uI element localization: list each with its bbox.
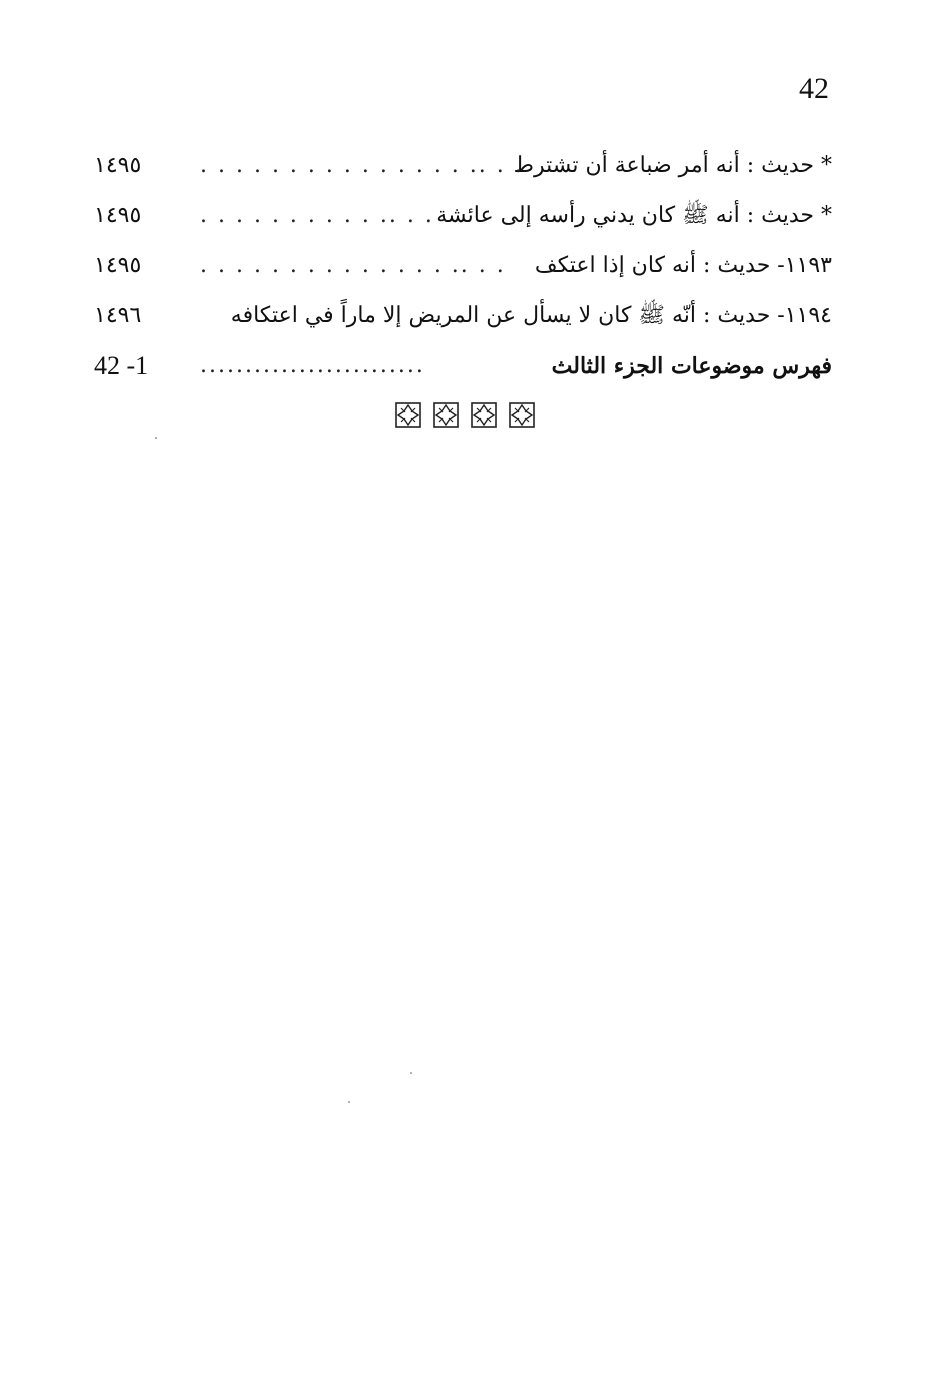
- toc-entry-title: * حديث : أنه ﷺ كان يدني رأسه إلى عائشة: [436, 203, 832, 228]
- page-number: 42: [799, 72, 829, 105]
- toc-entry-title: فهرس موضوعات الجزء الثالث: [551, 353, 832, 379]
- geometric-star-icon: [471, 402, 497, 428]
- toc-entry-page: 1- 42: [94, 351, 149, 380]
- toc-entry-page: ١٤٩٥: [94, 203, 142, 228]
- scan-speck: [155, 437, 157, 439]
- toc-entry-page: ١٤٩٦: [94, 303, 142, 328]
- scan-speck: [410, 1072, 412, 1074]
- ornament-divider: [395, 402, 535, 428]
- leader-dots: .........................: [200, 353, 425, 378]
- toc-entry-title: ١١٩٤- حديث : أنّه ﷺ كان لا يسأل عن المريض إلا ماراً في اعتكافه: [230, 303, 832, 328]
- toc-entry: [92, 198, 832, 248]
- geometric-star-icon: [433, 402, 459, 428]
- geometric-star-icon: [509, 402, 535, 428]
- toc-entry-title: * حديث : أنه أمر ضباعة أن تشترط: [513, 153, 832, 178]
- toc-entry-title: ١١٩٣- حديث : أنه كان إذا اعتكف: [534, 253, 832, 278]
- toc-entry-index: [92, 348, 832, 398]
- leader-dots: . . . . . . . . . . .. . .: [200, 203, 434, 228]
- toc-entry: [92, 148, 832, 198]
- scan-speck: [348, 1101, 350, 1103]
- leader-dots: . . . . . . . . . . . . . . .. . .: [200, 253, 506, 278]
- toc-entry: [92, 248, 832, 298]
- geometric-star-icon: [395, 402, 421, 428]
- leader-dots: . . . . . . . . . . . . . . . .. . .: [200, 153, 524, 178]
- toc-entry: [92, 298, 832, 348]
- toc-entry-page: ١٤٩٥: [94, 253, 142, 278]
- table-of-contents: [92, 148, 832, 398]
- toc-entry-page: ١٤٩٥: [94, 153, 142, 178]
